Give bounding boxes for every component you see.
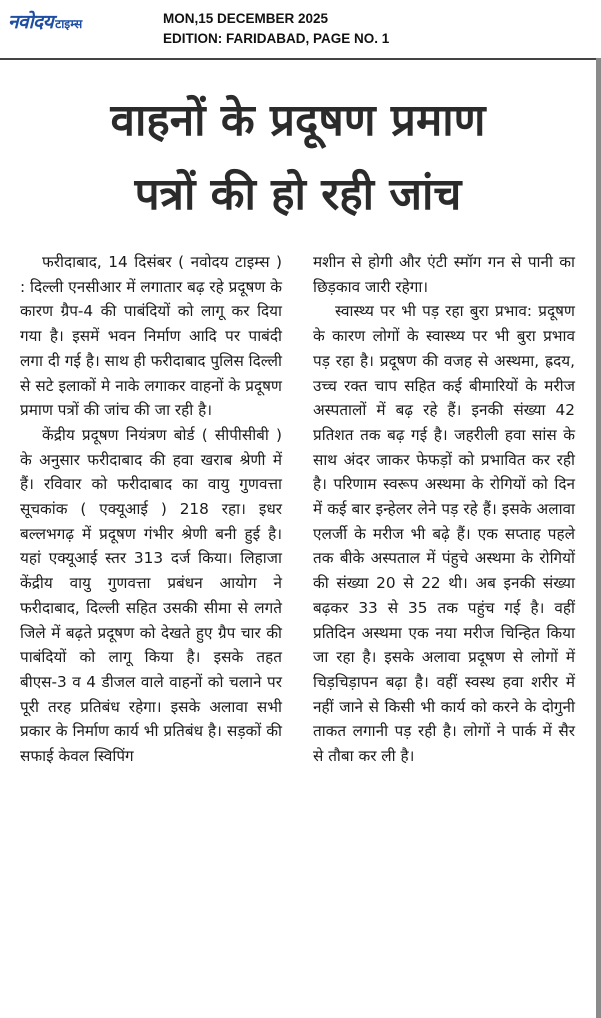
edition-line: EDITION: FARIDABAD, PAGE NO. 1 (163, 31, 390, 46)
right-edge-bar (596, 58, 601, 1018)
logo-main-text: नवोदय (8, 11, 54, 33)
paragraph-cpcb: केंद्रीय प्रदूषण नियंत्रण बोर्ड ( सीपीसीबी ) के अनुसार फरीदाबाद की हवा खराब श्रेणी में हैं। रविवार को फरीदाबाद का वायु गुणवत्ता सूचकांक ( एक्यूआई ) 218 रहा। इधर बल्लभगढ़ में प्रदूषण गंभीर श्रेणी बनी हुई है। यहां एक्यूआई स्तर 313 दर्ज किया। लिहाजा केंद्रीय वायु गुणवत्ता प्रबंधन आयोग ने फरीदाबाद, दिल्ली सहित उसकी सीमा से लगते जिले में बढ़ते प्रदूषण को देखते हुए ग्रैप चार की पाबंदियों को लागू किया है। इसके तहत बीएस-3 व 4 डीजल वाले वाहनों को चलाने पर पूरी तरह प्रतिबंध रहेगा। इसके अलावा सभी प्रकार के निर्माण कार्य भी प्रतिबंध है। सड़कों की सफाई केवल स्विपिंग (20, 425, 282, 766)
article-headline (0, 84, 596, 232)
newspaper-logo (8, 8, 82, 32)
headline-line-2: पत्रों की हो रही जांच (134, 169, 462, 220)
masthead-divider (0, 58, 601, 60)
date-line: MON,15 DECEMBER 2025 (163, 11, 329, 26)
masthead (0, 0, 601, 56)
logo-sub-text: टाइम्स (55, 17, 83, 31)
article-column-right (313, 250, 575, 769)
paragraph-continuation: मशीन से होगी और एंटी स्मॉग गन से पानी का छिड़काव जारी रहेगा। (313, 253, 575, 296)
paragraph-health: स्वास्थ्य पर भी पड़ रहा बुरा प्रभाव: प्रदूषण के कारण लोगों के स्वास्थ्य पर भी बुरा प्रभाव पड़ रहा है। प्रदूषण की वजह से अस्थमा, ह्रदय, उच्च रक्त चाप सहित कई बीमारियों के मरीज अस्पतालों में बढ़ रहे हैं। इनकी संख्या 42 प्रतिशत तक बढ़ गई है। जहरीली हवा सांस के साथ अंदर जाकर फेफड़ों को प्रभावित कर रही है। परिणाम स्वरूप अस्थमा के रोगियों को दिन में कई बार इन्हेलर लेने पड़ रहे हैं। इसके अलावा एलर्जी के मरीज भी बढ़े हैं। एक सप्ताह पहले तक बीके अस्पताल में पंहुचे अस्थमा के रोगियों की संख्या 20 से 22 थी। अब इनकी संख्या बढ़कर 33 से 35 तक पहुंच गई है। वहीं प्रतिदिन अस्थमा एक नया मरीज चिन्हित किया जा रहा है। इसके अलावा प्रदूषण से लोगों में चिड़चिड़ापन बढ़ा है। वहीं स्वस्थ हवा शरीर में नहीं जाने से किसी भी कार्य को करने के दोगुनी ताकत लगानी पड़ रही है। लोगों ने पार्क में सैर से तौबा कर ली है। (313, 302, 575, 766)
paragraph-dateline: फरीदाबाद, 14 दिसंबर ( नवोदय टाइम्स ) : दिल्ली एनसीआर में लगातार बढ़ रहे प्रदूषण के कारण ग्रैप-4 की पाबंदियों को लागू कर दिया गया है। इसमें भवन निर्माण आदि पर पाबंदी लगा दी गई है। साथ ही फरीदाबाद पुलिस दिल्ली से सटे इलाकों मे नाके लगाकर वाहनों के प्रदूषण प्रमाण पत्रों की जांच की जा रही है। (20, 253, 282, 420)
article-column-left (20, 250, 282, 769)
headline-line-1: वाहनों के प्रदूषण प्रमाण (110, 95, 486, 146)
edition-meta (163, 9, 389, 49)
